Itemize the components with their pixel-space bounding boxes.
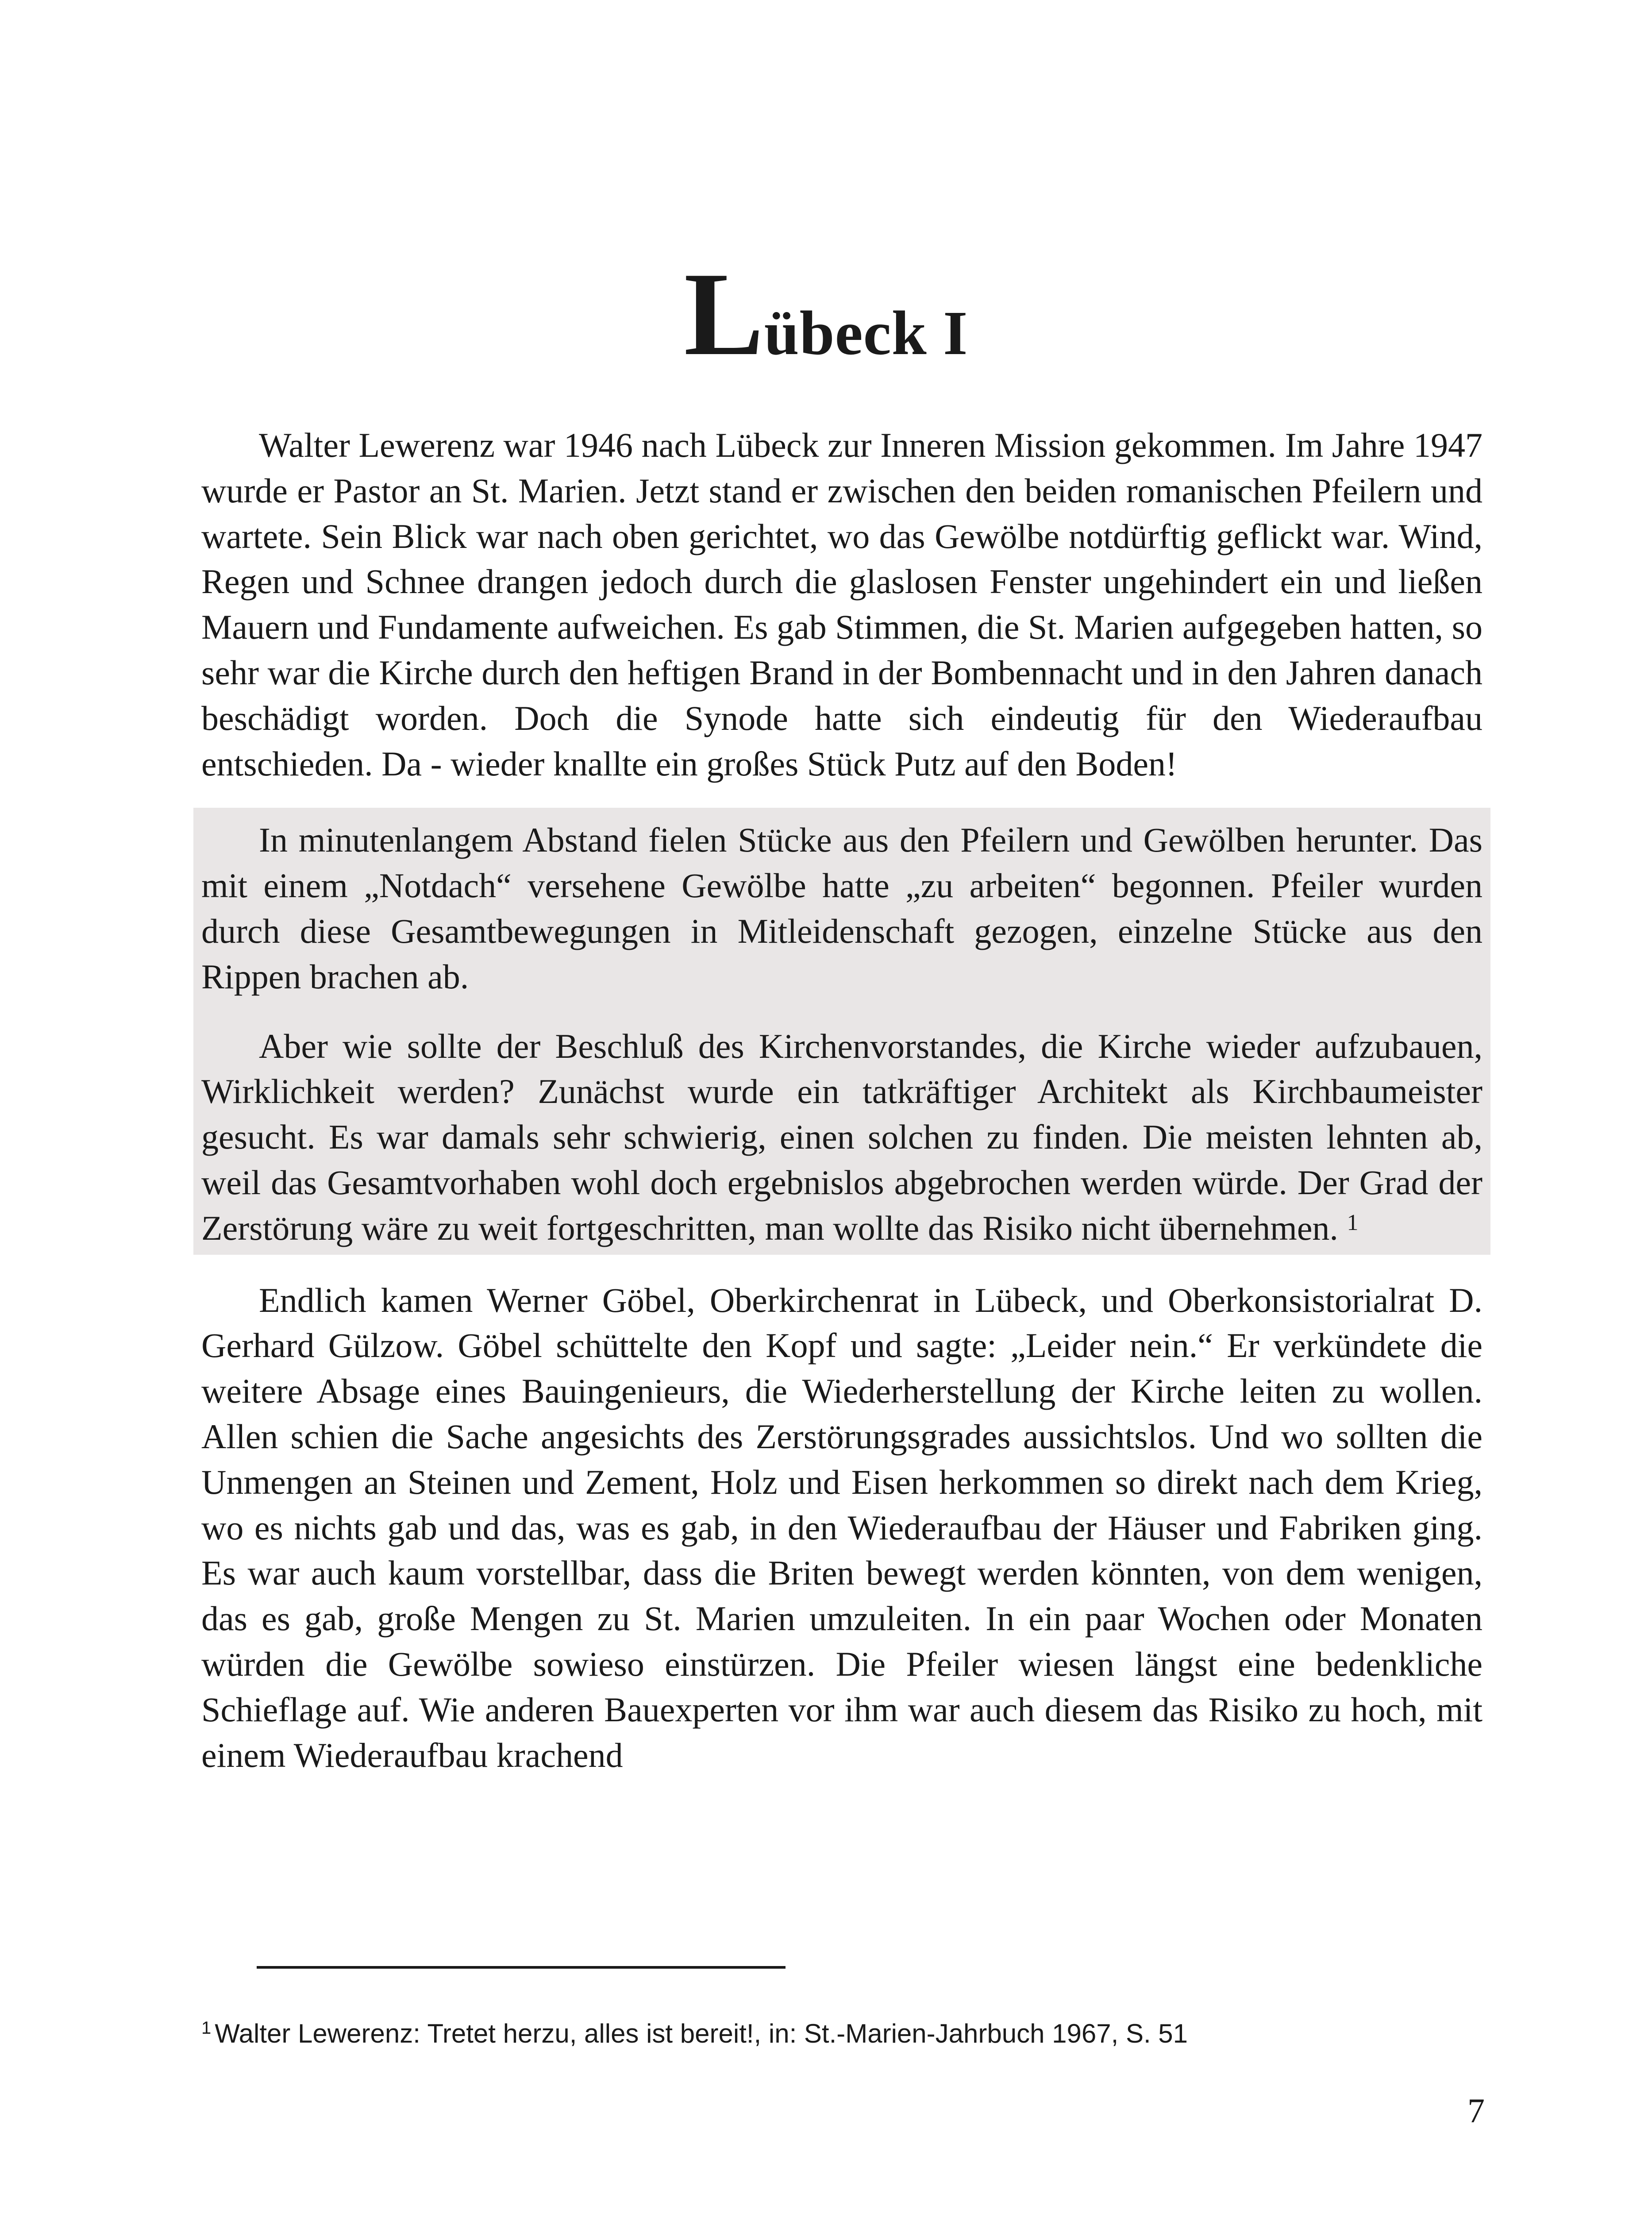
paragraph-1: Walter Lewerenz war 1946 nach Lübeck zur Inneren Mission gekommen. Im Jahre 1947 wurde er Pastor an St. Marien. Jetzt stand er zwischen den beiden romanischen Pfeilern und wartete. Sein Blick war nach oben gerichtet, wo das Gewölbe notdürftig geflickt war. Wind, Regen und Schnee drangen jedoch durch die glaslosen Fenster ungehindert ein und ließen Mauern und Fundamente aufweichen. Es gab Stimmen, die St. Marien aufgegeben hatten, so sehr war die Kirche durch den heftigen Brand in der Bombennacht und in den Jahren danach beschädigt worden. Doch die Synode hatte sich eindeutig für den Wiederaufbau entschieden. Da - wieder knallte ein großes Stück Putz auf den Boden! <box>201 426 1483 783</box>
footnote-text: Walter Lewerenz: Tretet herzu, alles ist bereit!, in: St.-Marien-Jahrbuch 1967, S. 51 <box>215 2019 1188 2048</box>
chapter-title <box>0 248 1652 381</box>
chapter-title-initial: L <box>684 248 764 381</box>
highlighted-passage <box>193 808 1490 1254</box>
footnote-reference: 1 <box>1347 1210 1359 1235</box>
paragraph-2: In minutenlangem Abstand fielen Stücke aus den Pfeilern und Gewölben herunter. Das mit einem „Notdach“ versehene Gewölbe hatte „zu arbeiten“ begonnen. Pfeiler wurden durch diese Gesamtbewegungen in Mitleidenschaft gezogen, einzelne Stücke aus den Rippen brachen ab. <box>201 821 1483 996</box>
paragraph-spacer <box>201 1255 1483 1278</box>
footnote-separator <box>257 1966 786 1969</box>
page-number: 7 <box>1467 2091 1485 2130</box>
paragraph-3 <box>201 1024 1483 1251</box>
paragraph-3-text: Aber wie sollte der Beschluß des Kirchenvorstandes, die Kirche wieder aufzubauen, Wirklichkeit werden? Zunächst wurde ein tatkräftiger Architekt als Kirchbaumeister gesucht. Es war damals sehr schwierig, einen solchen zu finden. Die meisten lehnten ab, weil das Gesamtvorhaben wohl doch ergebnislos abgebrochen werden würde. Der Grad der Zerstörung wäre zu weit fortgeschritten, man wollte das Risiko nicht übernehmen. <box>201 1026 1483 1247</box>
paragraph-4: Endlich kamen Werner Göbel, Oberkirchenrat in Lübeck, und Oberkonsistorialrat D. Gerhard Gülzow. Göbel schüttelte den Kopf und sagte: „Leider nein.“ Er verkündete die weitere Absage eines Bauingenieurs, die Wiederherstellung der Kirche leiten zu wollen. Allen schien die Sache angesichts des Zerstörungsgrades aussichtslos. Und wo sollten die Unmengen an Steinen und Zement, Holz und Eisen herkommen so direkt nach dem Krieg, wo es nichts gab und das, was es gab, in den Wiederaufbau der Häuser und Fabriken ging. Es war auch kaum vorstellbar, dass die Briten bewegt werden könnten, von dem wenigen, das es gab, große Mengen zu St. Marien umzuleiten. In ein paar Wochen oder Monaten würden die Gewölbe sowieso einstürzen. Die Pfeiler wiesen längst eine bedenkliche Schieflage auf. Wie anderen Bauexperten vor ihm war auch diesem das Risiko zu hoch, mit einem Wiederaufbau krachend <box>201 1280 1483 1774</box>
footnote-marker: 1 <box>201 2018 212 2038</box>
paragraph-spacer <box>201 787 1483 808</box>
body-text <box>201 423 1483 1778</box>
chapter-title-rest: übeck I <box>764 298 968 368</box>
footnote <box>201 2016 1485 2051</box>
